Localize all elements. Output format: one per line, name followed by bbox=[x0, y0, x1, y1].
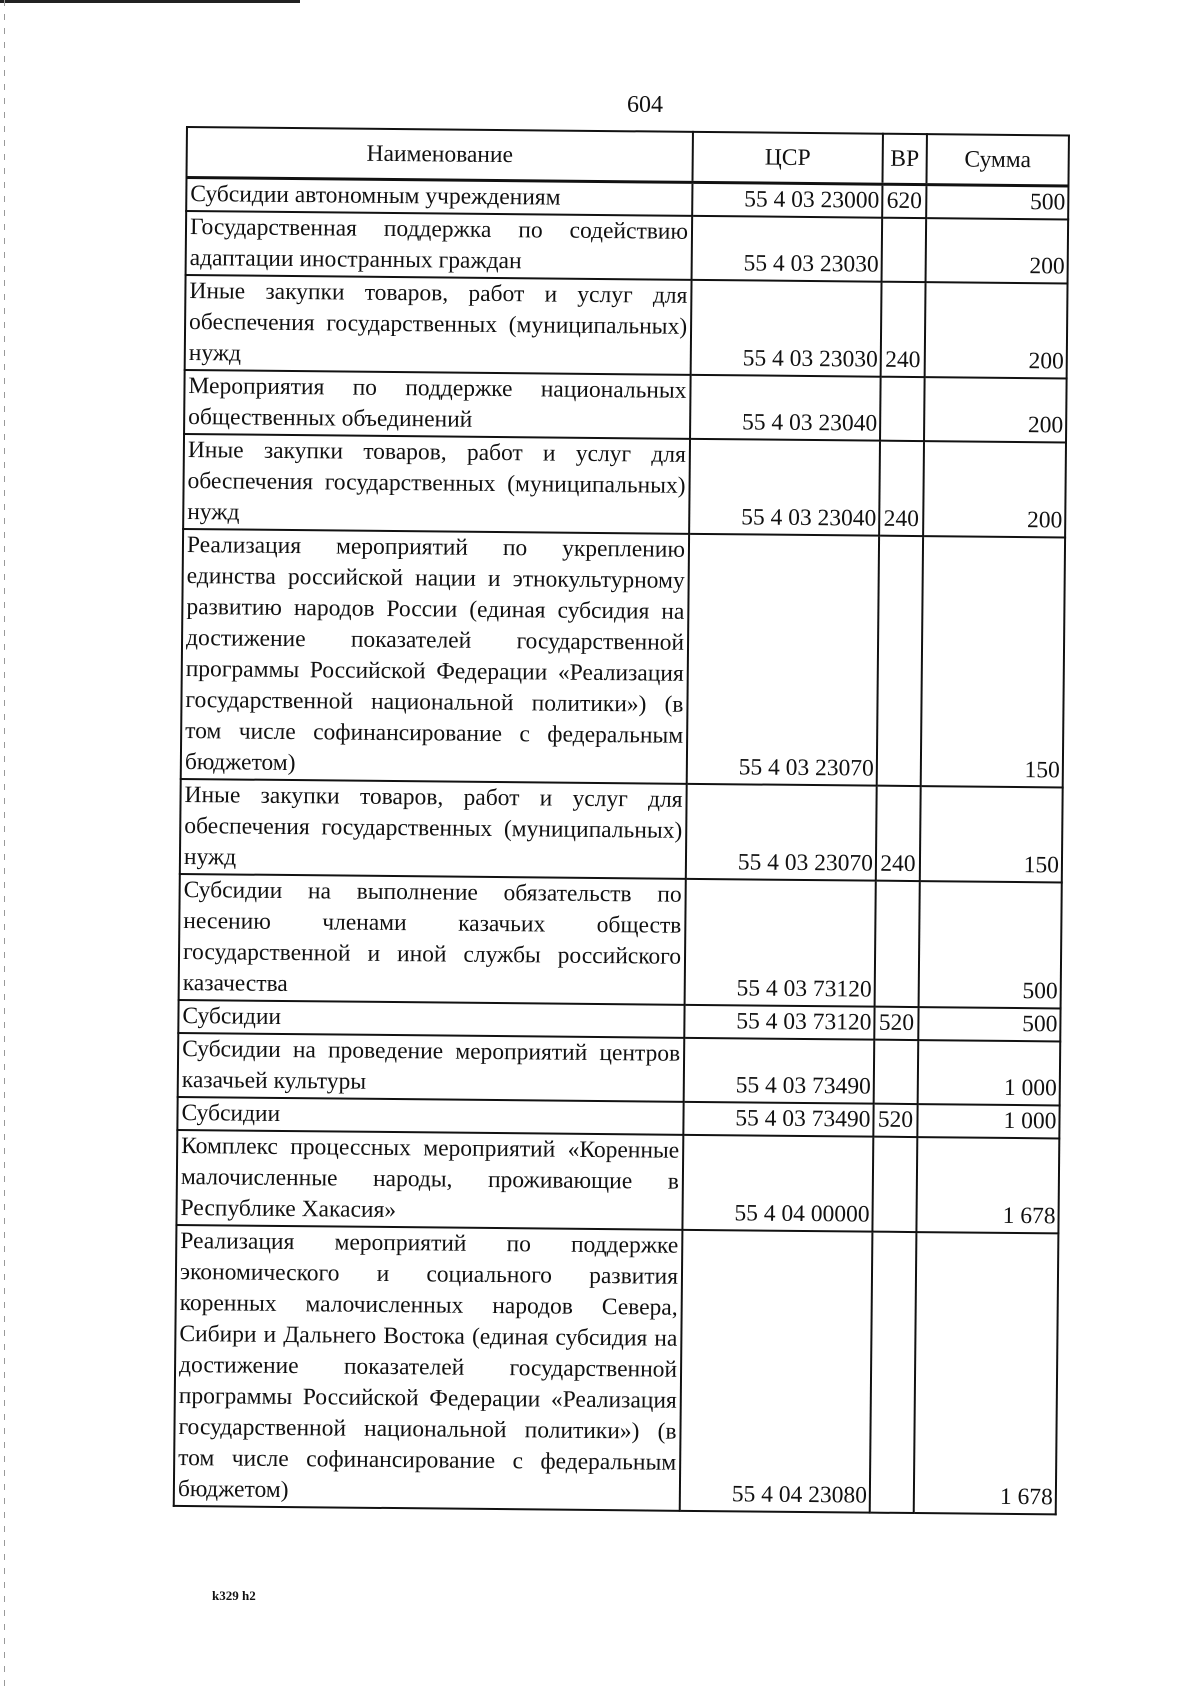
table-row bbox=[178, 1033, 1061, 1105]
row-vr: 620 bbox=[882, 184, 926, 218]
row-vr bbox=[872, 1137, 917, 1232]
table-row bbox=[184, 370, 1067, 442]
row-sum: 500 bbox=[926, 185, 1068, 220]
row-name: Субсидии bbox=[178, 1000, 684, 1038]
header-name: Наименование bbox=[187, 127, 693, 182]
row-sum: 150 bbox=[920, 786, 1063, 882]
row-sum: 200 bbox=[925, 282, 1068, 378]
row-csr: 55 4 03 23040 bbox=[689, 439, 880, 536]
table-row bbox=[179, 874, 1062, 1008]
row-csr: 55 4 04 23080 bbox=[680, 1230, 873, 1513]
table-header-row bbox=[187, 127, 1069, 186]
row-vr bbox=[875, 881, 920, 1007]
row-csr: 55 4 03 73490 bbox=[684, 1038, 875, 1104]
row-name: Субсидии bbox=[177, 1097, 683, 1135]
row-name: Реализация мероприятий по поддержке экономического и социального развития коренных малочисленных народов Севера, Сибири и Дальнего Востока (единая субсидия на достижение показателей государственной программы Российской Федерации «Реализация государственной национальной политики») (в том числе софинансирование с федеральным бюджетом) bbox=[174, 1225, 683, 1511]
row-name: Иные закупки товаров, работ и услуг для обеспечения государственных (муниципальных) нужд bbox=[185, 275, 692, 375]
row-sum: 1 678 bbox=[916, 1137, 1059, 1233]
row-csr: 55 4 03 23030 bbox=[691, 280, 882, 377]
footer-code: k329 h2 bbox=[212, 1588, 256, 1603]
table-row bbox=[186, 211, 1069, 283]
row-vr bbox=[880, 377, 925, 441]
scan-border-line bbox=[0, 0, 300, 3]
row-vr bbox=[870, 1232, 917, 1513]
row-name: Комплекс процессных мероприятий «Коренные малочисленные народы, проживающие в Республике Хакасия» bbox=[176, 1130, 683, 1230]
row-sum: 150 bbox=[921, 536, 1065, 787]
row-name: Иные закупки товаров, работ и услуг для обеспечения государственных (муниципальных) нужд bbox=[180, 779, 687, 879]
table-row bbox=[180, 779, 1063, 882]
table-row bbox=[183, 434, 1066, 537]
row-vr: 520 bbox=[874, 1007, 918, 1040]
page-number: 604 bbox=[627, 92, 663, 118]
row-vr: 240 bbox=[879, 441, 924, 536]
row-sum: 200 bbox=[926, 218, 1069, 283]
row-name: Мероприятия по поддержке национальных общественных объединений bbox=[184, 370, 691, 439]
row-name: Субсидии автономным учреждениям bbox=[186, 178, 692, 216]
row-name: Субсидии на выполнение обязательств по несению членами казачьих обществ государственной и иной службы российского казачества bbox=[179, 874, 686, 1005]
row-csr: 55 4 03 23000 bbox=[692, 182, 882, 217]
row-csr: 55 4 03 73120 bbox=[685, 879, 876, 1007]
row-sum: 500 bbox=[919, 881, 1062, 1008]
row-csr: 55 4 03 23070 bbox=[687, 534, 879, 786]
row-csr: 55 4 03 73490 bbox=[683, 1102, 873, 1137]
row-vr bbox=[882, 218, 927, 282]
header-vr: ВР bbox=[882, 134, 926, 185]
scan-edge bbox=[4, 0, 5, 1686]
row-vr: 520 bbox=[873, 1104, 917, 1137]
table-row bbox=[174, 1225, 1059, 1514]
row-csr: 55 4 03 23040 bbox=[690, 375, 881, 441]
row-sum: 1 678 bbox=[914, 1232, 1059, 1514]
row-sum: 500 bbox=[918, 1007, 1060, 1041]
row-sum: 200 bbox=[923, 441, 1066, 537]
row-sum: 1 000 bbox=[918, 1040, 1061, 1105]
row-csr: 55 4 03 73120 bbox=[684, 1005, 874, 1040]
row-csr: 55 4 03 23030 bbox=[692, 216, 883, 282]
budget-table bbox=[173, 126, 1070, 1515]
row-vr bbox=[877, 536, 923, 786]
row-vr bbox=[874, 1040, 919, 1104]
table-row bbox=[176, 1130, 1059, 1233]
row-sum: 200 bbox=[924, 377, 1067, 442]
row-vr: 240 bbox=[876, 786, 921, 881]
row-csr: 55 4 03 23070 bbox=[686, 784, 877, 881]
row-name: Иные закупки товаров, работ и услуг для обеспечения государственных (муниципальных) нужд bbox=[183, 434, 690, 534]
row-csr: 55 4 04 00000 bbox=[682, 1135, 873, 1232]
table-row bbox=[181, 529, 1065, 787]
row-vr: 240 bbox=[881, 282, 926, 377]
row-name: Субсидии на проведение мероприятий центров казачьей культуры bbox=[178, 1033, 685, 1102]
row-name: Государственная поддержка по содействию адаптации иностранных граждан bbox=[186, 211, 693, 280]
row-sum: 1 000 bbox=[917, 1104, 1059, 1138]
header-csr: ЦСР bbox=[692, 132, 882, 184]
header-sum: Сумма bbox=[926, 134, 1068, 186]
table-row bbox=[185, 275, 1068, 378]
row-name: Реализация мероприятий по укреплению единства российской нации и этнокультурному развитию народов России (единая субсидия на достижение показателей государственной программы Российской Федерации «Реализация государственной национальной политики») (в том числе софинансирование с федеральным бюджетом) bbox=[181, 529, 689, 784]
